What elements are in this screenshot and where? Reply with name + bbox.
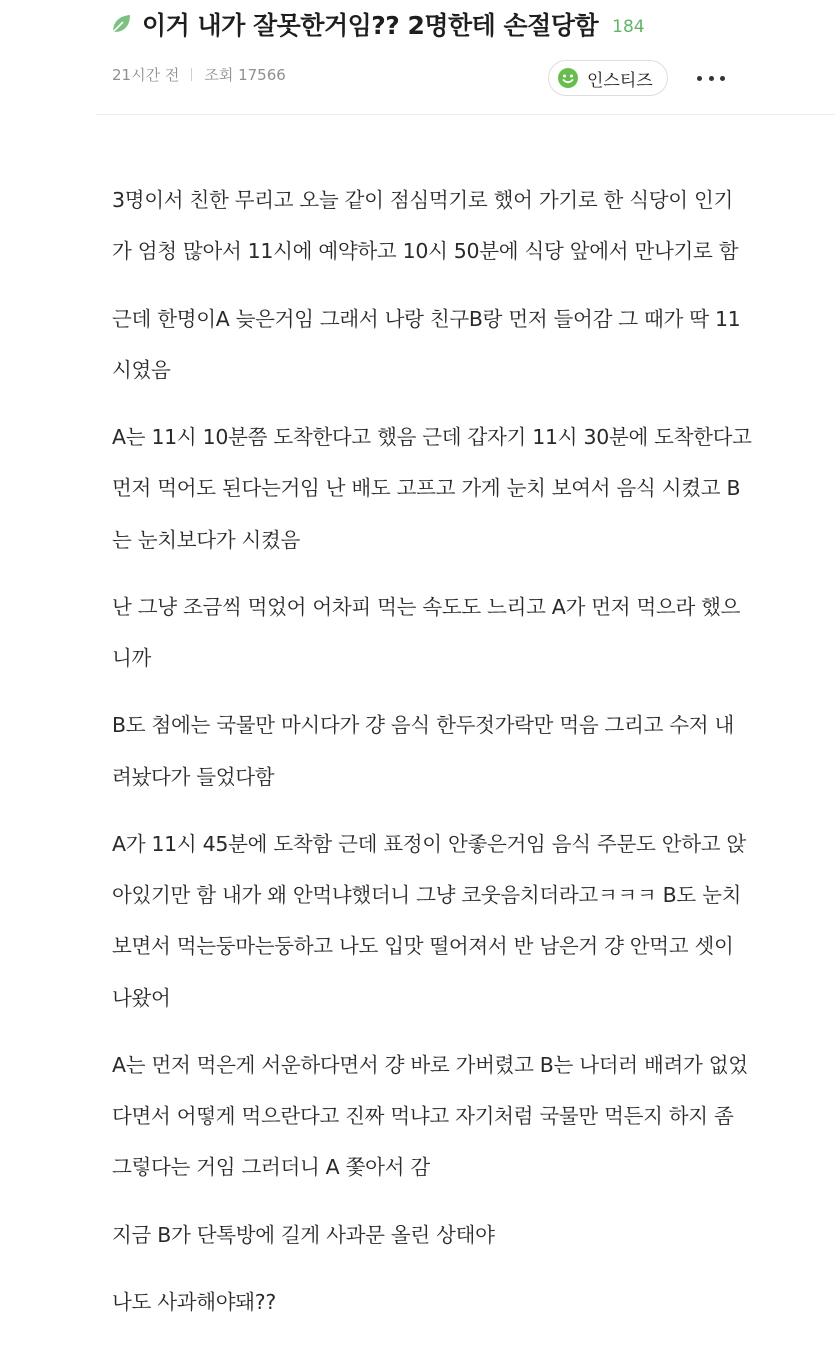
more-dots-icon[interactable] [697, 66, 725, 90]
post-meta [112, 64, 286, 85]
post-header [0, 0, 835, 118]
paragraph: A가 11시 45분에 도착함 근데 표정이 안좋은거임 음식 주문도 안하고 앉아있기만 함 내가 왜 안먹냐했더니 그냥 코웃음치더라고ㅋㅋㅋ B도 눈치보면서 먹는둥마는둥하고 나도 입맛 떨어져서 반 남은거 걍 안먹고 셋이 나왔어 [112, 831, 746, 1010]
meta-divider [191, 68, 192, 81]
dot [720, 76, 725, 81]
smile-icon [557, 67, 579, 89]
dot [709, 76, 714, 81]
paragraph: 난 그냥 조금씩 먹었어 어차피 먹는 속도도 느리고 A가 먼저 먹으라 했으니까 [112, 594, 741, 670]
post-body [112, 175, 752, 1344]
board-chip[interactable] [548, 60, 668, 96]
paragraph: B도 첨에는 국물만 마시다가 걍 음식 한두젓가락만 먹음 그리고 수저 내려놨다가 들었다함 [112, 713, 735, 789]
board-name: 인스티즈 [587, 70, 653, 91]
paragraph: 지금 B가 단톡방에 길게 사과문 올린 상태야 [112, 1222, 495, 1247]
paragraph: 나도 사과해야돼?? [112, 1289, 276, 1314]
paragraph: 근데 한명이A 늦은거임 그래서 나랑 친구B랑 먼저 들어감 그 때가 딱 11시였음 [112, 306, 741, 382]
title-row [110, 6, 645, 42]
view-count: 조회 17566 [204, 66, 286, 84]
post-title: 이거 내가 잘못한거임?? 2명한테 손절당함 [142, 11, 599, 40]
dot [697, 76, 702, 81]
comment-count[interactable]: 184 [612, 17, 645, 37]
leaf-icon [110, 13, 132, 35]
paragraph: A는 먼저 먹은게 서운하다면서 걍 바로 가버렸고 B는 나더러 배려가 없었다면서 어떻게 먹으란다고 진짜 먹냐고 자기처럼 국물만 먹든지 하지 좀 그렇다는 거임 그러더니 A 쫓아서 감 [112, 1052, 748, 1180]
paragraph: A는 11시 10분쯤 도착한다고 했음 근데 갑자기 11시 30분에 도착한다고 먼저 먹어도 된다는거임 난 배도 고프고 가게 눈치 보여서 음식 시켰고 B는 눈치보다가 시켰음 [112, 425, 752, 552]
post-time: 21시간 전 [112, 66, 180, 84]
header-divider [96, 114, 835, 115]
paragraph: 3명이서 친한 무리고 오늘 같이 점심먹기로 했어 가기로 한 식당이 인기가 엄청 많아서 11시에 예약하고 10시 50분에 식당 앞에서 만나기로 함 [112, 188, 739, 264]
